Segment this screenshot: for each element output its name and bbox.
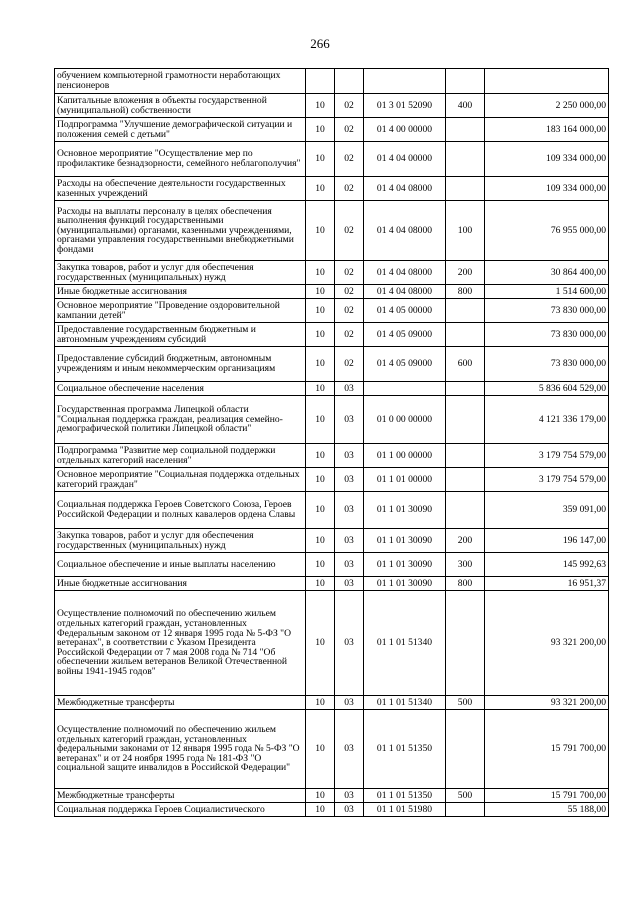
subsection-code: 03 <box>335 696 364 710</box>
section-code: 10 <box>306 94 335 118</box>
amount: 76 955 000,00 <box>485 201 609 261</box>
table-row <box>55 118 609 142</box>
section-code: 10 <box>306 529 335 553</box>
section-code: 10 <box>306 396 335 444</box>
table-row <box>55 710 609 789</box>
subsection-code: 03 <box>335 529 364 553</box>
amount: 109 334 000,00 <box>485 142 609 177</box>
amount: 183 164 000,00 <box>485 118 609 142</box>
target-article-code: 01 4 05 09000 <box>364 323 446 347</box>
amount: 109 334 000,00 <box>485 177 609 201</box>
expense-type-code: 800 <box>446 285 485 299</box>
target-article-code: 01 4 04 00000 <box>364 142 446 177</box>
row-name: Капитальные вложения в объекты государственной (муниципальной) собственности <box>55 94 306 118</box>
table-row <box>55 177 609 201</box>
subsection-code: 02 <box>335 299 364 323</box>
subsection-code: 03 <box>335 382 364 396</box>
expense-type-code <box>446 803 485 817</box>
expense-type-code <box>446 142 485 177</box>
section-code: 10 <box>306 710 335 789</box>
row-name: Предоставление субсидий бюджетным, автономным учреждениям и иным некоммерческим организациям <box>55 347 306 382</box>
target-article-code: 01 1 01 30090 <box>364 492 446 529</box>
expense-type-code: 300 <box>446 553 485 577</box>
amount: 73 830 000,00 <box>485 347 609 382</box>
page-number: 266 <box>310 36 330 51</box>
table-row <box>55 444 609 468</box>
section-code: 10 <box>306 142 335 177</box>
table-row <box>55 553 609 577</box>
table-row <box>55 382 609 396</box>
expense-type-code <box>446 118 485 142</box>
subsection-code: 02 <box>335 118 364 142</box>
expense-type-code: 200 <box>446 261 485 285</box>
expense-type-code <box>446 69 485 94</box>
target-article-code: 01 4 00 00000 <box>364 118 446 142</box>
target-article-code: 01 1 01 30090 <box>364 577 446 591</box>
amount: 30 864 400,00 <box>485 261 609 285</box>
table-row <box>55 492 609 529</box>
target-article-code: 01 1 01 51340 <box>364 696 446 710</box>
section-code: 10 <box>306 577 335 591</box>
amount: 73 830 000,00 <box>485 299 609 323</box>
section-code: 10 <box>306 299 335 323</box>
section-code: 10 <box>306 347 335 382</box>
subsection-code: 03 <box>335 468 364 492</box>
row-name: Межбюджетные трансферты <box>55 696 306 710</box>
section-code: 10 <box>306 468 335 492</box>
table-row <box>55 789 609 803</box>
table-row <box>55 323 609 347</box>
amount: 3 179 754 579,00 <box>485 444 609 468</box>
row-name: Основное мероприятие "Осуществление мер по профилактике безнадзорности, семейного неблагополучия" <box>55 142 306 177</box>
row-name: Межбюджетные трансферты <box>55 789 306 803</box>
section-code: 10 <box>306 553 335 577</box>
row-name: Расходы на обеспечение деятельности государственных казенных учреждений <box>55 177 306 201</box>
amount: 359 091,00 <box>485 492 609 529</box>
target-article-code: 01 4 04 08000 <box>364 177 446 201</box>
row-name: Закупка товаров, работ и услуг для обеспечения государственных (муниципальных) нужд <box>55 261 306 285</box>
section-code: 10 <box>306 591 335 696</box>
target-article-code: 01 1 01 30090 <box>364 529 446 553</box>
subsection-code: 03 <box>335 396 364 444</box>
section-code: 10 <box>306 118 335 142</box>
target-article-code: 01 1 01 51350 <box>364 789 446 803</box>
expense-type-code <box>446 382 485 396</box>
row-name: Иные бюджетные ассигнования <box>55 285 306 299</box>
subsection-code: 03 <box>335 553 364 577</box>
subsection-code: 02 <box>335 323 364 347</box>
row-name: Социальная поддержка Героев Социалистического <box>55 803 306 817</box>
row-name: Государственная программа Липецкой области "Социальная поддержка граждан, реализация семейно-демографической политики Липецкой области" <box>55 396 306 444</box>
target-article-code: 01 4 04 08000 <box>364 201 446 261</box>
amount: 5 836 604 529,00 <box>485 382 609 396</box>
row-name: Осуществление полномочий по обеспечению жильем отдельных категорий граждан, установленных федеральными законами от 12 января 1995 года № 5-ФЗ "О ветеранах" и от 24 ноября 1995 года № 181-ФЗ "О социальной защите инвалидов в Российской Федерации" <box>55 710 306 789</box>
row-name: Основное мероприятие "Социальная поддержка отдельных категорий граждан" <box>55 468 306 492</box>
table-row <box>55 69 609 94</box>
subsection-code: 03 <box>335 803 364 817</box>
section-code: 10 <box>306 261 335 285</box>
row-name: Социальная поддержка Героев Советского Союза, Героев Российской Федерации и полных кавалеров ордена Славы <box>55 492 306 529</box>
subsection-code: 03 <box>335 492 364 529</box>
subsection-code: 03 <box>335 789 364 803</box>
subsection-code: 03 <box>335 710 364 789</box>
table-row <box>55 285 609 299</box>
amount: 4 121 336 179,00 <box>485 396 609 444</box>
row-name: Иные бюджетные ассигнования <box>55 577 306 591</box>
expense-type-code <box>446 299 485 323</box>
table-row <box>55 201 609 261</box>
row-name: Закупка товаров, работ и услуг для обеспечения государственных (муниципальных) нужд <box>55 529 306 553</box>
expense-type-code: 200 <box>446 529 485 553</box>
section-code: 10 <box>306 177 335 201</box>
row-name: Подпрограмма "Улучшение демографической ситуации и положения семей с детьми" <box>55 118 306 142</box>
budget-table-body <box>55 69 609 817</box>
table-row <box>55 396 609 444</box>
expense-type-code <box>446 468 485 492</box>
table-row <box>55 468 609 492</box>
row-name: Подпрограмма "Развитие мер социальной поддержки отдельных категорий населения" <box>55 444 306 468</box>
target-article-code: 01 4 04 08000 <box>364 261 446 285</box>
target-article-code: 01 1 01 30090 <box>364 553 446 577</box>
section-code: 10 <box>306 789 335 803</box>
table-row <box>55 696 609 710</box>
target-article-code: 01 4 04 08000 <box>364 285 446 299</box>
table-row <box>55 529 609 553</box>
expense-type-code <box>446 177 485 201</box>
table-row <box>55 591 609 696</box>
section-code: 10 <box>306 323 335 347</box>
row-name: Социальное обеспечение и иные выплаты населению <box>55 553 306 577</box>
row-name: Предоставление государственным бюджетным и автономным учреждениям субсидий <box>55 323 306 347</box>
amount: 2 250 000,00 <box>485 94 609 118</box>
row-name: Социальное обеспечение населения <box>55 382 306 396</box>
target-article-code: 01 4 05 09000 <box>364 347 446 382</box>
section-code: 10 <box>306 803 335 817</box>
subsection-code: 02 <box>335 177 364 201</box>
table-row <box>55 142 609 177</box>
row-name: Расходы на выплаты персоналу в целях обеспечения выполнения функций государственными (муниципальными) органами, казенными учреждениями, органами управления государственными внебюджетными фондами <box>55 201 306 261</box>
expense-type-code <box>446 710 485 789</box>
target-article-code: 01 0 00 00000 <box>364 396 446 444</box>
subsection-code: 02 <box>335 347 364 382</box>
subsection-code: 03 <box>335 577 364 591</box>
subsection-code: 03 <box>335 591 364 696</box>
table-row <box>55 261 609 285</box>
expense-type-code: 500 <box>446 696 485 710</box>
subsection-code <box>335 69 364 94</box>
expense-type-code: 400 <box>446 94 485 118</box>
expense-type-code <box>446 323 485 347</box>
table-row <box>55 94 609 118</box>
target-article-code: 01 1 01 51980 <box>364 803 446 817</box>
subsection-code: 02 <box>335 285 364 299</box>
section-code: 10 <box>306 382 335 396</box>
row-name: обучением компьютерной грамотности неработающих пенсионеров <box>55 69 306 94</box>
section-code: 10 <box>306 696 335 710</box>
amount: 1 514 600,00 <box>485 285 609 299</box>
amount: 196 147,00 <box>485 529 609 553</box>
subsection-code: 02 <box>335 261 364 285</box>
table-row <box>55 299 609 323</box>
section-code: 10 <box>306 444 335 468</box>
expense-type-code: 800 <box>446 577 485 591</box>
target-article-code <box>364 69 446 94</box>
amount: 15 791 700,00 <box>485 789 609 803</box>
section-code <box>306 69 335 94</box>
expense-type-code <box>446 444 485 468</box>
budget-table <box>54 68 609 817</box>
row-name: Осуществление полномочий по обеспечению жильем отдельных категорий граждан, установленных Федеральным законом от 12 января 1995 года № 5-ФЗ "О ветеранах", в соответствии с Указом Президента Российской Федерации от 7 мая 2008 года № 714 "Об обеспечении жильем ветеранов Великой Отечественной войны 1941-1945 годов" <box>55 591 306 696</box>
target-article-code: 01 4 05 00000 <box>364 299 446 323</box>
expense-type-code <box>446 396 485 444</box>
expense-type-code: 600 <box>446 347 485 382</box>
amount: 16 951,37 <box>485 577 609 591</box>
amount: 15 791 700,00 <box>485 710 609 789</box>
subsection-code: 02 <box>335 201 364 261</box>
subsection-code: 03 <box>335 444 364 468</box>
target-article-code: 01 1 01 51340 <box>364 591 446 696</box>
table-row <box>55 803 609 817</box>
target-article-code: 01 1 01 51350 <box>364 710 446 789</box>
row-name: Основное мероприятие "Проведение оздоровительной кампании детей" <box>55 299 306 323</box>
amount <box>485 69 609 94</box>
amount: 145 992,63 <box>485 553 609 577</box>
amount: 55 188,00 <box>485 803 609 817</box>
target-article-code: 01 1 00 00000 <box>364 444 446 468</box>
target-article-code <box>364 382 446 396</box>
amount: 93 321 200,00 <box>485 696 609 710</box>
table-row <box>55 347 609 382</box>
amount: 3 179 754 579,00 <box>485 468 609 492</box>
subsection-code: 02 <box>335 94 364 118</box>
expense-type-code <box>446 492 485 529</box>
subsection-code: 02 <box>335 142 364 177</box>
expense-type-code <box>446 591 485 696</box>
expense-type-code: 500 <box>446 789 485 803</box>
target-article-code: 01 3 01 52090 <box>364 94 446 118</box>
amount: 93 321 200,00 <box>485 591 609 696</box>
expense-type-code: 100 <box>446 201 485 261</box>
section-code: 10 <box>306 285 335 299</box>
table-row <box>55 577 609 591</box>
target-article-code: 01 1 01 00000 <box>364 468 446 492</box>
section-code: 10 <box>306 492 335 529</box>
amount: 73 830 000,00 <box>485 323 609 347</box>
section-code: 10 <box>306 201 335 261</box>
